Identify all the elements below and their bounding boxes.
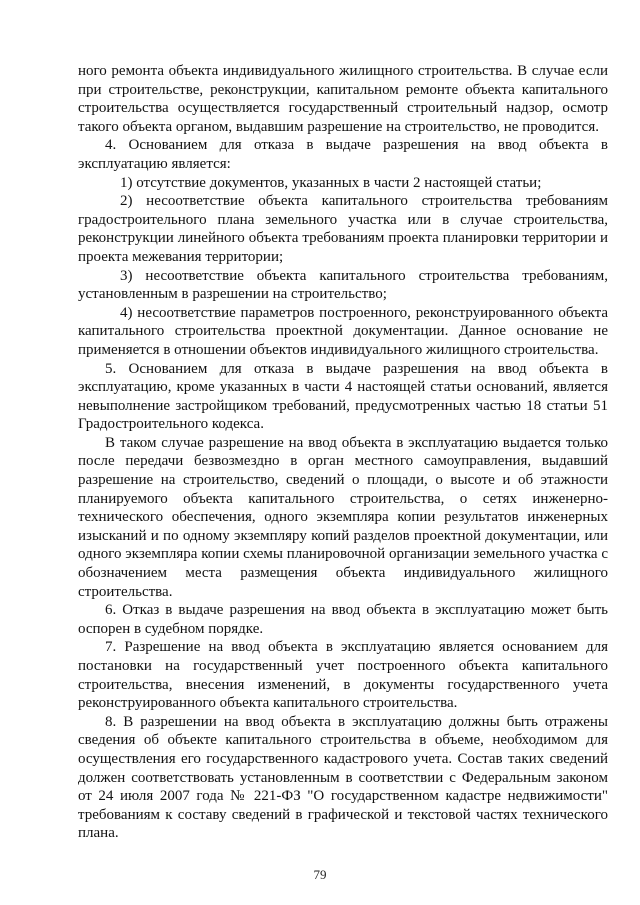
list-item-1: 1) отсутствие документов, указанных в части 2 настоящей статьи; [120, 174, 542, 191]
paragraph-item-4: 4. Основанием для отказа в выдаче разрешения на ввод объекта в эксплуатацию является: [78, 137, 608, 172]
list-item-2: 2) несоответствие объекта капитального строительства требованиям градостроительного плана земельного участка или в случае строительства, реконструкции линейного объекта требованиям проекта планировки территории и проекта межевания территории; [78, 193, 608, 265]
paragraph-continuation: ного ремонта объекта индивидуального жилищного строительства. В случае если при строительстве, реконструкции, капитальном ремонте объекта капитального строительства осуществляется государственный строительный надзор, осмотр такого объекта органом, выдавшим разрешение на строительство, не проводится. [78, 63, 608, 135]
paragraph-item-6: 6. Отказ в выдаче разрешения на ввод объекта в эксплуатацию может быть оспорен в судебном порядке. [78, 602, 608, 637]
paragraph-item-7: 7. Разрешение на ввод объекта в эксплуатацию является основанием для постановки на государственный учет построенного объекта капитального строительства, внесения изменений, в документы государственного учета реконструированного объекта капитального строительства. [78, 639, 608, 712]
list-item-3: 3) несоответствие объекта капитального строительства требованиям, установленным в разрешении на строительство; [78, 267, 608, 303]
paragraph-item-5-continued: В таком случае разрешение на ввод объекта в эксплуатацию выдается только после передачи безвозмездно в орган местного самоуправления, выдавший разрешение на строительство, сведений о площади, о высоте и об этажности планируемого объекта капитального строительства, о сетях инженерно-технического обеспечения, одного экземпляра копии результатов инженерных изысканий и по одному экземпляру копий разделов проектной документации, или одного экземпляра копии схемы планировочной организации земельного участка с обозначением места размещения объекта индивидуального жилищного строительства. [78, 434, 608, 600]
document-body [78, 62, 608, 843]
page-number: 79 [313, 867, 327, 882]
paragraph-item-8: 8. В разрешении на ввод объекта в эксплуатацию должны быть отражены сведения об объекте капитального строительства в объеме, необходимом для осуществления его государственного кадастрового учета. Состав таких сведений должен соответствовать установленным в соответствии с Федеральным законом от 24 июля 2007 года № 221-ФЗ "О государственном кадастре недвижимости" требованиям к составу сведений в графической и текстовой частях технического плана. [78, 713, 608, 842]
list-item-4: 4) несоответствие параметров построенного, реконструированного объекта капитального строительства проектной документации. Данное основание не применяется в отношении объектов индивидуального жилищного строительства. [78, 304, 608, 358]
paragraph-item-5: 5. Основанием для отказа в выдаче разрешения на ввод объекта в эксплуатацию, кроме указанных в части 4 настоящей статьи оснований, является невыполнение застройщиком требований, предусмотренных частью 18 статьи 51 Градостроительного кодекса. [78, 360, 608, 433]
